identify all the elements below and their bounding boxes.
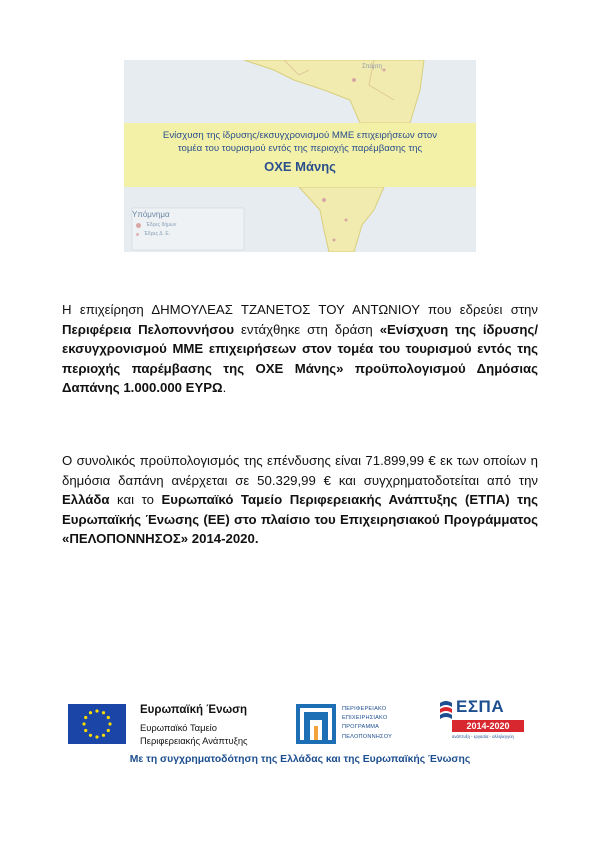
espa-tagline: ανάπτυξη - εργασία - αλληλεγγύη — [452, 734, 514, 739]
paragraph-company — [62, 300, 538, 398]
region-name: Περιφέρεια Πελοποννήσου — [62, 321, 235, 337]
espa-years: 2014-2020 — [452, 720, 524, 732]
country-name: Ελλάδα — [62, 492, 110, 507]
text-run: εντάχθηκε στη δράση — [234, 321, 380, 337]
pep-logo — [296, 704, 416, 748]
paragraph-budget — [62, 451, 538, 549]
legend-dot-icon — [136, 223, 141, 228]
legend-item-label: Έδρες Δ. Ε. — [144, 231, 171, 237]
legend-item — [136, 222, 242, 228]
pep-line: ΠΡΟΓΡΑΜΜΑ — [342, 724, 380, 731]
eu-title: Ευρωπαϊκή Ένωση — [140, 704, 248, 716]
text-run: . — [222, 380, 227, 395]
map-caption-banner — [124, 123, 476, 187]
pep-line: ΕΠΙΧΕΙΡΗΣΙΑΚΟ — [342, 715, 388, 722]
eu-fund-line2: Περιφερειακής Ανάπτυξης — [140, 735, 248, 746]
legend-dot-icon — [136, 233, 139, 236]
action-title: «Ενίσχυση της ίδρυσης/εκσυγχρονισμού ΜΜΕ επιχειρήσεων στον τομέα του τουρισμού εντός της περιοχής παρέμβασης της ΟΧΕ Μάνης» προϋπολογισμού Δημόσιας Δαπάνης 1.000.000 ΕΥΡΩ — [62, 321, 538, 395]
map-image — [124, 60, 476, 252]
legend-item-label: Έδρες δήμων — [146, 222, 177, 228]
pep-line: ΠΕΡΙΦΕΡΕΙΑΚΟ — [342, 706, 387, 712]
funding-source: Ευρωπαϊκό Ταμείο Περιφερειακής Ανάπτυξης (ΕΤΠΑ) της Ευρωπαϊκής Ένωσης (ΕΕ) στο πλαίσιο του Επιχειρησιακού Προγράμματος «ΠΕΛΟΠΟΝΝΗΣΟΣ» 2014-2020. — [62, 492, 538, 546]
espa-wordmark: ΕΣΠΑ — [456, 697, 505, 716]
text-run: Ο συνολικός προϋπολογισμός της επένδυσης είναι 71.899,99 € εκ των οποίων η δημόσια δαπάνη ανέρχεται σε 50.329,99 € και συγχρηματοδοτείται από την — [62, 453, 538, 488]
cofunding-footer: Με τη συγχρηματοδότηση της Ελλάδας και της Ευρωπαϊκής Ένωσης — [129, 754, 471, 765]
map-caption-line2: τομέα του τουρισμού εντός της περιοχής παρέμβασης της — [177, 143, 423, 154]
espa-logo — [438, 697, 524, 747]
map-caption-line1: Ενίσχυση της ίδρυσης/εκσυγχρονισμού ΜΜΕ επιχειρήσεων στον — [162, 130, 438, 141]
pep-text — [342, 705, 392, 742]
text-run: και το — [109, 492, 162, 507]
pep-line: ΠΕΛΟΠΟΝΝΗΣΟΥ — [342, 733, 393, 740]
pep-emblem-icon — [296, 704, 336, 744]
map-place-label: Σπάρτη — [362, 64, 382, 70]
eu-fund-line1: Ευρωπαϊκό Ταμείο — [140, 722, 217, 733]
legend-item — [136, 231, 242, 237]
map-area-name: ΟΧΕ Μάνης — [264, 159, 336, 174]
map-legend — [132, 210, 242, 237]
legend-title: Υπόμνημα — [132, 210, 170, 219]
eu-flag-icon — [68, 704, 126, 744]
text-run: Η επιχείρηση ΔΗΜΟΥΛΕΑΣ ΤΖΑΝΕΤΟΣ ΤΟΥ ΑΝΤΩΝΙΟΥ που εδρεύει στην — [62, 302, 538, 317]
eu-logo — [68, 704, 268, 748]
espa-flag-icon — [438, 699, 454, 721]
